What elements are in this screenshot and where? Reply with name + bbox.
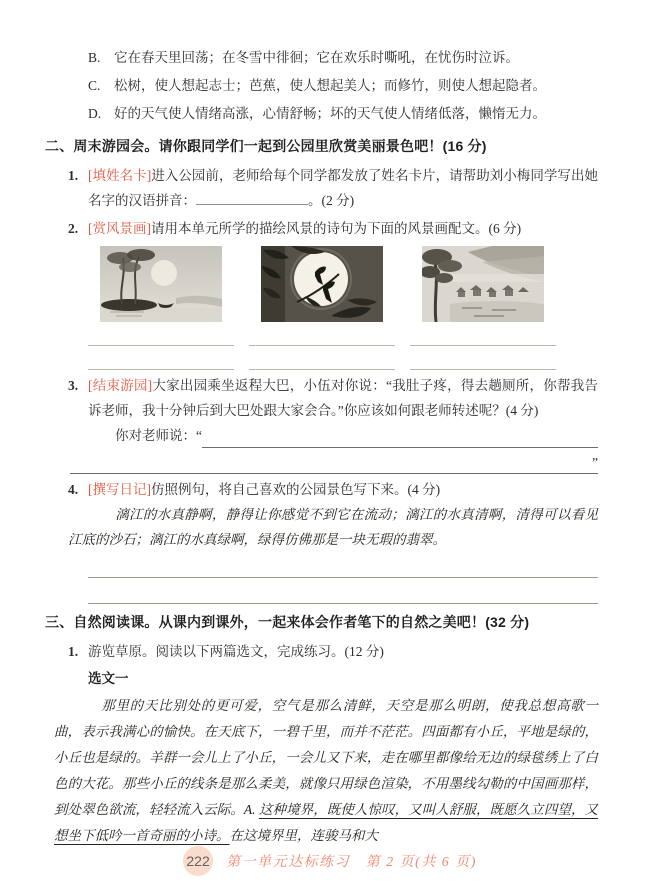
passage-part-3: 在这境界里，连骏马和大: [229, 828, 378, 843]
diary-answer-line-1: [88, 552, 598, 578]
section3-question-1-number: 1.: [68, 644, 79, 659]
question-1-text: 进入公园前，老师给每个同学都发放了姓名卡片，请帮助刘小梅同学写出她名字的汉语拼音：: [88, 168, 599, 208]
option-c-text: 松树，使人想起志士；芭蕉，使人想起美人；而修竹，则使人想起隐者。: [114, 78, 546, 93]
question-2-tag: [赏风景画]: [88, 221, 151, 236]
teacher-reply-blank-2: [70, 448, 598, 474]
painting-column-2: [249, 246, 395, 370]
painting-column-1: [88, 246, 234, 370]
teacher-reply-row: [115, 423, 598, 448]
caption-line-2b: [249, 346, 395, 370]
page-number-badge: 222: [183, 846, 213, 876]
question-2-body: [88, 216, 598, 241]
caption-line-2a: [249, 322, 395, 346]
choice-options: [88, 44, 598, 128]
caption-line-3b: [410, 346, 556, 370]
option-c: [88, 72, 598, 100]
question-3: [45, 373, 598, 474]
question-4-tag: [撰写日记]: [88, 482, 151, 497]
question-4-number: 4.: [68, 482, 79, 497]
option-d-text: 好的天气使人情绪高涨，心情舒畅；坏的天气使人情绪低落，懒惰无力。: [114, 106, 546, 121]
question-3-tag: [结束游园]: [88, 378, 153, 393]
option-c-label: C.: [88, 78, 101, 93]
question-2: [45, 216, 598, 241]
painting-column-3: [410, 246, 556, 370]
mountain-village-painting: [422, 246, 544, 322]
river-boat-painting: [100, 246, 222, 322]
page-footer: [0, 846, 660, 876]
passage-underlined-sentence: 这种境界，既使人惊叹，又叫人舒服，既愿久立四望，又想坐下低吟一首奇丽的小诗。: [54, 802, 599, 843]
section3-question-1-text: 游览草原。阅读以下两篇选文，完成练习。(12 分): [88, 644, 384, 659]
excerpt-one-label: 选文一: [88, 671, 129, 686]
teacher-reply-blank-1: [202, 423, 598, 448]
question-3-body: [88, 373, 598, 474]
diary-answer-line-2: [88, 578, 598, 604]
question-3-text: 大家出园乘坐返程大巴，小伍对你说：“我肚子疼，得去趟厕所，你帮我告诉老师，我十分钟后到大巴处跟大家会合。”你应该如何跟老师转述呢？(4 分): [88, 378, 598, 418]
question-1-suffix: 。(2 分): [308, 193, 355, 208]
question-1: [45, 163, 598, 213]
question-2-number: 2.: [68, 221, 79, 236]
pinyin-answer-blank: [196, 191, 308, 205]
caption-line-1a: [88, 322, 234, 346]
option-b-text: 它在春天里回荡；在冬雪中徘徊；它在欢乐时嘶吼，在忧伤时泣诉。: [114, 50, 519, 65]
section3-question-1: [45, 639, 598, 664]
option-b-label: B.: [88, 50, 101, 65]
question-2-text: 请用本单元所学的描绘风景的诗句为下面的风景画配文。(6 分): [151, 221, 522, 236]
section2-title: 二、周末游园会。请你跟同学们一起到公园里欣赏美丽景色吧！(16 分): [45, 138, 487, 154]
magpies-moon-painting: [261, 246, 383, 322]
question-4-body: [68, 477, 598, 604]
question-4: [45, 477, 598, 604]
painting-row: [88, 246, 598, 370]
option-d: [88, 100, 598, 128]
question-1-body: [88, 163, 598, 213]
grassland-passage: [54, 693, 598, 849]
footer-title: 第一单元达标练习 第 2 页(共 6 页): [226, 855, 477, 870]
closing-quote: ”: [592, 455, 598, 470]
caption-line-1b: [88, 346, 234, 370]
question-1-tag: [填姓名卡]: [88, 168, 152, 183]
passage-part-1: 那里的天比别处的更可爱，空气是那么清鲜，天空是那么明朗，使我总想高歌一曲，表示我满心的愉快。在天底下，一碧千里，而并不茫茫。四面都有小丘，平地是绿的，小丘也是绿的。羊群一会儿上了小丘，一会儿又下来，走在哪里都像给无边的绿毯绣上了白色的大花。那些小丘的线条是那么柔美，就像只用绿色渲染，不用墨线勾勒的中国画那样，到处翠色欲流，轻轻流入云际。A.: [54, 698, 598, 817]
section3-title: 三、自然阅读课。从课内到课外，一起来体会作者笔下的自然之美吧！(32 分): [45, 614, 530, 630]
teacher-reply-prompt: 你对老师说：“: [115, 428, 202, 443]
question-1-number: 1.: [68, 168, 79, 183]
question-4-text: 仿照例句，将自己喜欢的公园景色写下来。(4 分): [151, 482, 441, 497]
example-sentence: 漓江的水真静啊，静得让你感觉不到它在流动；漓江的水真清啊，清得可以看见江底的沙石；漓江的水真绿啊，绿得仿佛那是一块无瑕的翡翠。: [68, 507, 598, 547]
question-3-number: 3.: [68, 378, 79, 393]
option-b: [88, 44, 598, 72]
option-d-label: D.: [88, 106, 102, 121]
caption-line-3a: [410, 322, 556, 346]
